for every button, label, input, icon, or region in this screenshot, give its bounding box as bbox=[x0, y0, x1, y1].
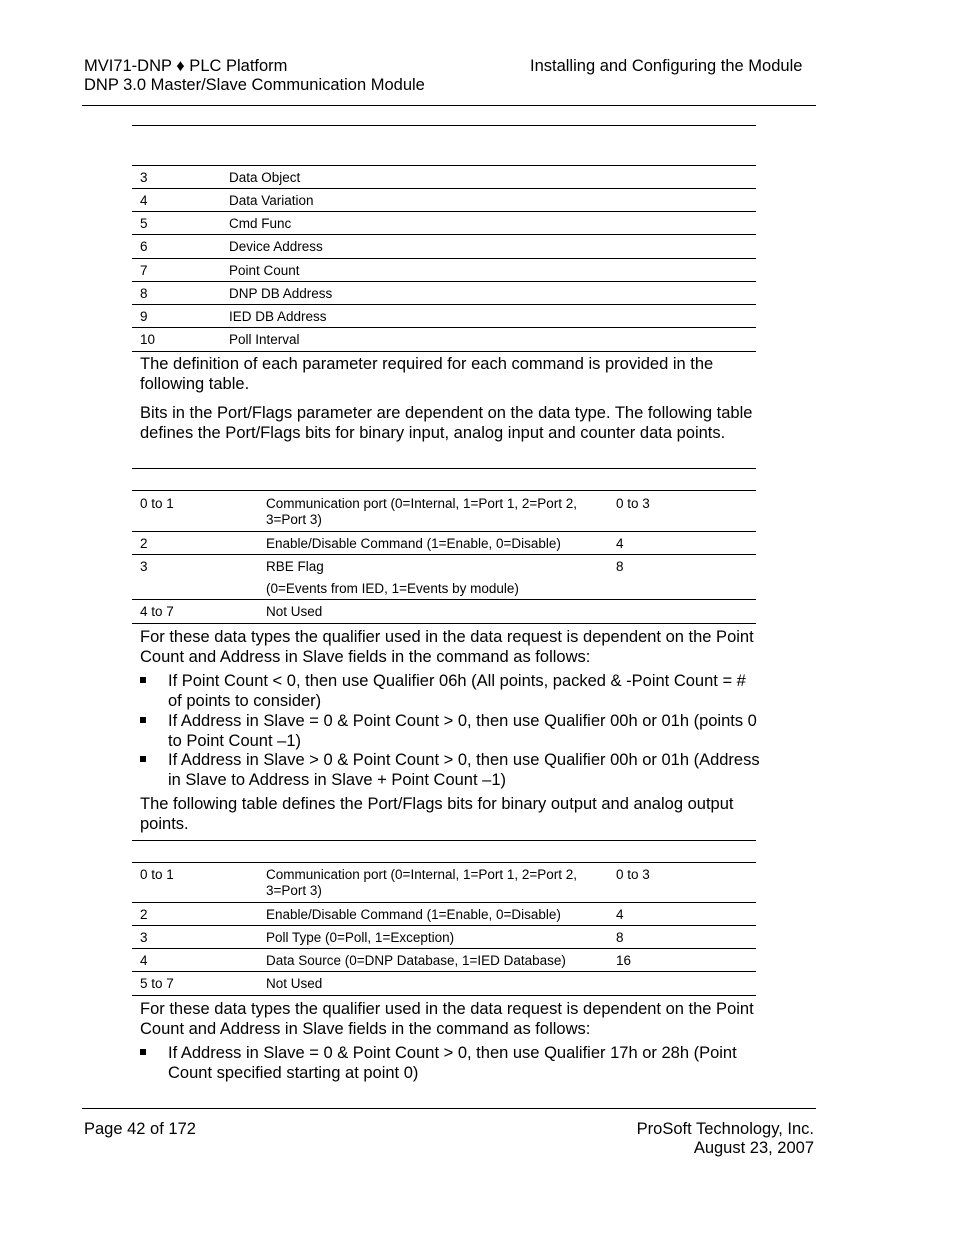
table3-desc: Communication port (0=Internal, 1=Port 1, 2=Port 2, 3=Port 3) bbox=[266, 867, 578, 898]
header-module: DNP 3.0 Master/Slave Communication Module bbox=[84, 76, 425, 94]
table2-value: 8 bbox=[616, 559, 624, 574]
table-row bbox=[132, 555, 756, 600]
table1-num: 6 bbox=[140, 239, 148, 254]
table3-top-rule bbox=[132, 840, 756, 841]
header-rule bbox=[82, 105, 816, 106]
footer-rule bbox=[82, 1108, 816, 1109]
table1-name: Device Address bbox=[229, 239, 323, 254]
table3-bits: 0 to 1 bbox=[140, 867, 174, 882]
table3-desc: Poll Type (0=Poll, 1=Exception) bbox=[266, 930, 455, 945]
paragraph-definition: The definition of each parameter required for each command is provided in the following table. bbox=[140, 355, 714, 393]
bullet-square-icon bbox=[140, 677, 146, 683]
bullet-square-icon bbox=[140, 756, 146, 762]
table3-bits: 5 to 7 bbox=[140, 976, 174, 991]
header-product: MVI71-DNP ♦ PLC Platform bbox=[84, 57, 288, 75]
table-row bbox=[132, 305, 756, 328]
table2-desc-detail: (0=Events from IED, 1=Events by module) bbox=[266, 581, 519, 596]
table-row bbox=[132, 166, 756, 189]
table1-name: DNP DB Address bbox=[229, 286, 333, 301]
bullet-square-icon bbox=[140, 1049, 146, 1055]
table2-desc: Not Used bbox=[266, 604, 323, 619]
list-item-text: If Address in Slave = 0 & Point Count > 0, then use Qualifier 17h or 28h (Point Count specified starting at point 0) bbox=[168, 1044, 737, 1082]
table3-value: 4 bbox=[616, 907, 624, 922]
paragraph-qualifier-output: For these data types the qualifier used in the data request is dependent on the Point Count and Address in Slave fields in the command as follows: bbox=[140, 1000, 754, 1038]
table-row bbox=[132, 328, 756, 352]
table1-name: Poll Interval bbox=[229, 332, 300, 347]
table2-value: 0 to 3 bbox=[616, 496, 650, 511]
table3-value: 16 bbox=[616, 953, 632, 968]
table3-desc: Not Used bbox=[266, 976, 323, 991]
table-row bbox=[132, 212, 756, 235]
table1-top-rule bbox=[132, 125, 756, 126]
table3-bits: 3 bbox=[140, 930, 148, 945]
paragraph-port-flags-output: The following table defines the Port/Flags bits for binary output and analog output points. bbox=[140, 795, 734, 833]
table1-num: 9 bbox=[140, 309, 148, 324]
list-item-text: If Address in Slave = 0 & Point Count > 0, then use Qualifier 00h or 01h (points 0 to Point Count –1) bbox=[168, 712, 757, 750]
table2-top-rule bbox=[132, 468, 756, 469]
table1-num: 8 bbox=[140, 286, 148, 301]
table3-desc: Data Source (0=DNP Database, 1=IED Database) bbox=[266, 953, 566, 968]
table3-value: 0 to 3 bbox=[616, 867, 650, 882]
table-row bbox=[132, 949, 756, 972]
table2-desc: Enable/Disable Command (1=Enable, 0=Disable) bbox=[266, 536, 561, 551]
table-row bbox=[132, 972, 756, 996]
footer-company: ProSoft Technology, Inc. bbox=[636, 1120, 814, 1138]
table1-name: Data Variation bbox=[229, 193, 314, 208]
table3-value: 8 bbox=[616, 930, 624, 945]
table-row bbox=[132, 532, 756, 555]
header-section: Installing and Configuring the Module bbox=[530, 57, 803, 75]
table-row bbox=[132, 926, 756, 949]
table-row bbox=[132, 863, 756, 903]
table2-value: 4 bbox=[616, 536, 624, 551]
table2-bits: 3 bbox=[140, 559, 148, 574]
table2-desc: Communication port (0=Internal, 1=Port 1, 2=Port 2, 3=Port 3) bbox=[266, 496, 578, 527]
table-row bbox=[132, 189, 756, 212]
table-row bbox=[132, 282, 756, 305]
table3-bits: 2 bbox=[140, 907, 148, 922]
table2-bits: 4 to 7 bbox=[140, 604, 174, 619]
table1-num: 3 bbox=[140, 170, 148, 185]
table2 bbox=[132, 490, 756, 624]
table1-num: 10 bbox=[140, 332, 156, 347]
table1-num: 4 bbox=[140, 193, 148, 208]
list-item-text: If Point Count < 0, then use Qualifier 06h (All points, packed & -Point Count = # of points to consider) bbox=[168, 672, 746, 710]
table-row bbox=[132, 259, 756, 282]
table3-desc: Enable/Disable Command (1=Enable, 0=Disable) bbox=[266, 907, 561, 922]
footer-page-number: Page 42 of 172 bbox=[84, 1120, 196, 1138]
table-row bbox=[132, 600, 756, 624]
table-row bbox=[132, 903, 756, 926]
table1-name: Data Object bbox=[229, 170, 301, 185]
paragraph-port-flags-input: Bits in the Port/Flags parameter are dependent on the data type. The following table defines the Port/Flags bits for binary input, analog input and counter data points. bbox=[140, 404, 753, 442]
table2-bits: 0 to 1 bbox=[140, 496, 174, 511]
footer-date: August 23, 2007 bbox=[693, 1139, 814, 1157]
bullet-square-icon bbox=[140, 717, 146, 723]
table2-desc: RBE Flag bbox=[266, 559, 324, 574]
table1-name: IED DB Address bbox=[229, 309, 327, 324]
table1-name: Cmd Func bbox=[229, 216, 292, 231]
table3 bbox=[132, 862, 756, 996]
table-row bbox=[132, 491, 756, 532]
table1-num: 5 bbox=[140, 216, 148, 231]
paragraph-qualifier-input: For these data types the qualifier used in the data request is dependent on the Point Count and Address in Slave fields in the command as follows: bbox=[140, 628, 754, 666]
table1 bbox=[132, 165, 756, 352]
table-row bbox=[132, 235, 756, 259]
table1-name: Point Count bbox=[229, 263, 300, 278]
table1-num: 7 bbox=[140, 263, 148, 278]
list-item-text: If Address in Slave > 0 & Point Count > 0, then use Qualifier 00h or 01h (Address in Slave to Address in Slave + Point Count –1) bbox=[168, 751, 760, 789]
table2-bits: 2 bbox=[140, 536, 148, 551]
table3-bits: 4 bbox=[140, 953, 148, 968]
